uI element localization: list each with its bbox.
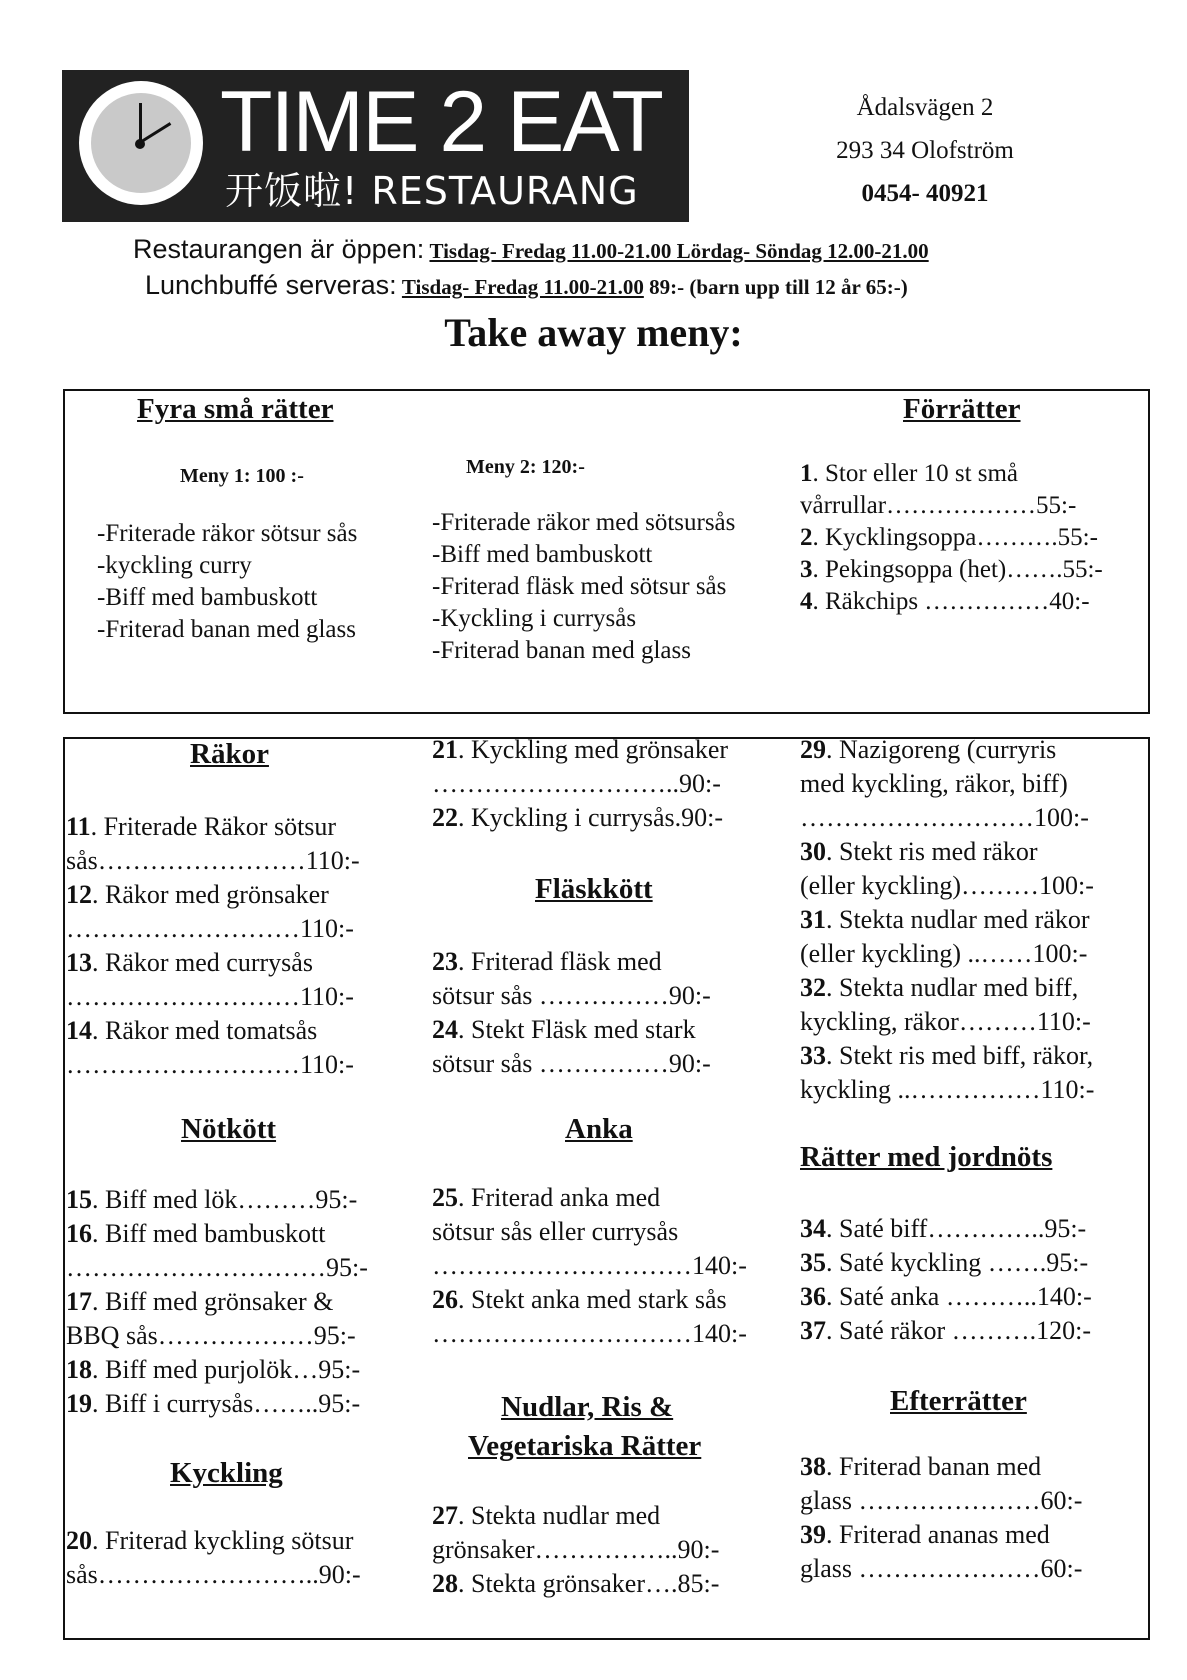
menu-item-number: 2 [800, 524, 813, 551]
address-city: 293 34 Olofström [836, 137, 1014, 164]
menu-line: -Friterad fläsk med sötsur sås [432, 573, 727, 600]
menu-item-number: 19 [66, 1389, 92, 1418]
menu-item-text: . Räkor med currysås [92, 948, 313, 977]
menu-item [66, 810, 411, 878]
menu-item-line [66, 1048, 411, 1082]
menu-item-line [66, 946, 411, 980]
menu-item-line [800, 767, 1145, 801]
menu-item-line [800, 801, 1145, 835]
menu-item-text: sås……………………110:- [66, 846, 360, 875]
menu-item-line [800, 835, 1145, 869]
menu-item-number: 12 [66, 880, 92, 909]
menu-item [66, 1014, 411, 1082]
phone-number: 0454- 40921 [861, 180, 989, 207]
menu-item-line [432, 1047, 777, 1081]
menu-item-line [432, 979, 777, 1013]
menu-item-text: sötsur sås eller currysås [432, 1217, 679, 1246]
menu-item-line [800, 522, 1145, 554]
menu-item [432, 1181, 777, 1283]
menu-item-number: 1 [800, 460, 813, 487]
menu-item-text: . Friterad ananas med [826, 1520, 1050, 1549]
menu-item [66, 1183, 411, 1217]
menu-item-line [800, 1518, 1145, 1552]
menu-item-number: 33 [800, 1041, 826, 1070]
menu-item-text: . Friterad kyckling sötsur [92, 1526, 354, 1555]
menu-item [800, 1212, 1145, 1246]
kyckling-heading: Kyckling [170, 1457, 283, 1489]
menu-item-line [66, 810, 411, 844]
menu-item [66, 1524, 411, 1592]
starters-list [800, 458, 1145, 618]
menu-item-number: 34 [800, 1214, 826, 1243]
menu-item-text: …………………………140:- [432, 1319, 747, 1348]
menu-item-text: sötsur sås ……………90:- [432, 1049, 711, 1078]
restaurant-logo [62, 70, 689, 222]
menu-item-number: 25 [432, 1183, 458, 1212]
menu-item [432, 1013, 777, 1081]
menu-item-line [432, 1567, 777, 1601]
menu-item [800, 1450, 1145, 1518]
menu-item [66, 946, 411, 1014]
lunch-hours [145, 270, 908, 301]
menu-item-text: . Kycklingsoppa……….55:- [812, 524, 1098, 551]
menu-item-number: 16 [66, 1219, 92, 1248]
menu-item-line [800, 1280, 1145, 1314]
menu-item-text: ………………………100:- [800, 803, 1089, 832]
menu-item-line [66, 980, 411, 1014]
menu-item-text: . Saté räkor ……….120:- [826, 1316, 1092, 1345]
menu-item-number: 11 [66, 812, 91, 841]
menu-item-text: . Stekt ris med biff, räkor, [826, 1041, 1094, 1070]
menu-item [800, 458, 1145, 522]
menu-item [800, 1280, 1145, 1314]
menu-line: -Friterad banan med glass [432, 637, 691, 664]
menu-item [800, 1039, 1145, 1107]
flaskkott-list [432, 945, 777, 1081]
menu-item-line [66, 1183, 411, 1217]
lunch-hours-value: Tisdag- Fredag 11.00-21.00 [401, 275, 644, 299]
clock-icon [79, 81, 203, 205]
menu-item [432, 1567, 777, 1601]
menu-item [66, 1285, 411, 1353]
lunch-hours-label: Lunchbuffé serveras: [145, 270, 397, 300]
menu-item-line [432, 1249, 777, 1283]
menu-item-number: 31 [800, 905, 826, 934]
menu-item-text: . Friterad anka med [458, 1183, 661, 1212]
menu-item [66, 1353, 411, 1387]
address-block [800, 86, 1050, 215]
menu-item-line [800, 1552, 1145, 1586]
logo-subtitle: 开饭啦! RESTAURANG [225, 169, 639, 213]
menu-item-text: . Stekt ris med räkor [826, 837, 1038, 866]
menu-item-text: kyckling ..……………110:- [800, 1075, 1095, 1104]
menu-item-line [432, 801, 777, 835]
menu-item-number: 23 [432, 947, 458, 976]
menu-item-number: 13 [66, 948, 92, 977]
opening-hours [133, 234, 929, 265]
menu-item-text: . Biff med purjolök…95:- [92, 1355, 361, 1384]
menu-item-line [432, 1533, 777, 1567]
starters-heading: Förrätter [903, 393, 1021, 425]
menu-item-text: . Friterade Räkor sötsur [90, 812, 337, 841]
menu-line: -Friterade räkor med sötsursås [432, 509, 736, 536]
menu2-label: Meny 2: 120:- [466, 456, 585, 478]
menu-item-text: grönsaker……………..90:- [432, 1535, 720, 1564]
nudlar-list [432, 1499, 777, 1601]
menu-item-line [800, 1005, 1145, 1039]
menu-item-line [66, 878, 411, 912]
menu-line: -Biff med bambuskott [432, 541, 653, 568]
menu-item-line [800, 937, 1145, 971]
menu-item-text: (eller kyckling) ..……100:- [800, 939, 1088, 968]
menu-item-text: . Stekta nudlar med [458, 1501, 661, 1530]
menu-item-text: . Biff med bambuskott [92, 1219, 326, 1248]
logo-title: TIME 2 EAT [220, 74, 662, 170]
menu-item-text: . Biff i currysås……..95:- [92, 1389, 361, 1418]
menu-line: -kyckling curry [97, 552, 252, 579]
menu-item-line [432, 1013, 777, 1047]
nudlar-heading-line1: Nudlar, Ris & [501, 1391, 674, 1423]
menu-item [66, 1387, 411, 1421]
flaskkott-heading: Fläskkött [535, 873, 653, 905]
menu-item-line [800, 1212, 1145, 1246]
menu-item-text: …………………………140:- [432, 1251, 747, 1280]
rakor-list [66, 810, 411, 1082]
menu-item-text: . Stekta grönsaker….85:- [458, 1569, 720, 1598]
menu-item-line [800, 1484, 1145, 1518]
ris-list [800, 733, 1145, 1107]
menu-item-text: glass …………………60:- [800, 1486, 1083, 1515]
menu-item-number: 32 [800, 973, 826, 1002]
menu-item-line [800, 490, 1145, 522]
menu-item-number: 39 [800, 1520, 826, 1549]
menu-item-number: 4 [800, 588, 813, 615]
menu-line: -Friterade räkor sötsur sås [97, 520, 358, 547]
menu-item-number: 29 [800, 735, 826, 764]
menu-item-text: . Räkor med tomatsås [92, 1016, 318, 1045]
opening-hours-label: Restaurangen är öppen: [133, 234, 425, 264]
menu-item-line [800, 586, 1145, 618]
menu-item [800, 522, 1145, 554]
menu-item-line [66, 1217, 411, 1251]
anka-heading: Anka [565, 1113, 633, 1145]
menu-item-number: 17 [66, 1287, 92, 1316]
menu-item-line [800, 1039, 1145, 1073]
page-title: Take away meny: [444, 310, 743, 355]
menu-item-text: . Biff med lök………95:- [92, 1185, 358, 1214]
menu-item [432, 1283, 777, 1351]
menu-item-line [800, 1073, 1145, 1107]
menu-line: -Kyckling i currysås [432, 605, 637, 632]
menu-item-line [800, 554, 1145, 586]
menu-item-number: 18 [66, 1355, 92, 1384]
menu-item-line [66, 1014, 411, 1048]
nudlar-heading-line2: Vegetariska Rätter [468, 1430, 702, 1462]
menu-item-line [66, 844, 411, 878]
menu-item-text: sötsur sås ……………90:- [432, 981, 711, 1010]
menu-item-number: 14 [66, 1016, 92, 1045]
menu-item-text: . Nazigoreng (curryris [826, 735, 1057, 764]
menu-item-text: BBQ sås………………95:- [66, 1321, 356, 1350]
rakor-heading: Räkor [190, 738, 269, 770]
menu-item-text: vårrullar………………55:- [800, 492, 1077, 519]
menu-item-number: 26 [432, 1285, 458, 1314]
menu-item-text: glass …………………60:- [800, 1554, 1083, 1583]
menu-item-text: . Saté anka ………..140:- [826, 1282, 1092, 1311]
menu-item [432, 1499, 777, 1567]
menu-item-number: 22 [432, 803, 458, 832]
menu-item-text: . Stor eller 10 st små [812, 460, 1019, 487]
menu-item-text: . Pekingsoppa (het)…….55:- [812, 556, 1103, 583]
menu-item [432, 733, 777, 801]
kyckling-cont-list [432, 733, 777, 835]
menu-line: -Biff med bambuskott [97, 584, 318, 611]
menu-item-text: . Stekta nudlar med räkor [826, 905, 1090, 934]
menu-item [66, 1217, 411, 1285]
menu-item [800, 835, 1145, 903]
menu-item [800, 586, 1145, 618]
menu-item-text: ………………………110:- [66, 982, 354, 1011]
menu-item-text: . Stekta nudlar med biff, [826, 973, 1079, 1002]
kyckling-list [66, 1524, 411, 1592]
menu-item-number: 24 [432, 1015, 458, 1044]
menu-item-number: 28 [432, 1569, 458, 1598]
menu-line: -Friterad banan med glass [97, 616, 356, 643]
menu-item-line [66, 1387, 411, 1421]
menu-item [800, 971, 1145, 1039]
menu-item [800, 903, 1145, 971]
menu-item-line [66, 1319, 411, 1353]
notkott-heading: Nötkött [181, 1113, 277, 1145]
menu-item-line [432, 1499, 777, 1533]
menu-item-text: med kyckling, räkor, biff) [800, 769, 1068, 798]
menu-item-text: . Saté biff…………..95:- [826, 1214, 1087, 1243]
menu-item-line [66, 1285, 411, 1319]
menu-item-line [800, 869, 1145, 903]
menu-item-line [800, 1314, 1145, 1348]
menu1-label: Meny 1: 100 :- [180, 465, 304, 487]
menu-item [432, 945, 777, 1013]
menu-item-text: …………………………95:- [66, 1253, 368, 1282]
efterratter-heading: Efterrätter [890, 1385, 1027, 1417]
efterratter-list [800, 1450, 1145, 1586]
menu-item-number: 37 [800, 1316, 826, 1345]
small-dishes-heading: Fyra små rätter [137, 393, 334, 425]
menu-item-line [66, 1251, 411, 1285]
menu-item-line [432, 1283, 777, 1317]
menu-item-text: ………………………..90:- [432, 769, 721, 798]
menu-item [432, 801, 777, 835]
menu-item-number: 36 [800, 1282, 826, 1311]
menu-item [800, 554, 1145, 586]
jordnots-list [800, 1212, 1145, 1348]
anka-list [432, 1181, 777, 1351]
menu-item-number: 30 [800, 837, 826, 866]
menu-item-number: 21 [432, 735, 458, 764]
menu-item-text: . Kyckling med grönsaker [458, 735, 729, 764]
menu-item-line [66, 912, 411, 946]
opening-hours-value: Tisdag- Fredag 11.00-21.00 Lördag- Söndag 12.00-21.00 [429, 239, 929, 263]
menu-item [800, 1314, 1145, 1348]
notkott-list [66, 1183, 411, 1421]
menu-item-text: . Stekt Fläsk med stark [458, 1015, 696, 1044]
menu-item-text: (eller kyckling)………100:- [800, 871, 1094, 900]
menu-item-line [432, 1181, 777, 1215]
menu-item-text: . Kyckling i currysås.90:- [458, 803, 724, 832]
menu-item-text: . Friterad banan med [826, 1452, 1042, 1481]
menu-item-text: . Räkor med grönsaker [92, 880, 329, 909]
menu-item-line [432, 733, 777, 767]
menu-item-text: kyckling, räkor………110:- [800, 1007, 1091, 1036]
menu-item-text: . Räkchips ……………40:- [812, 588, 1090, 615]
menu-item-text: sås……………………..90:- [66, 1560, 361, 1589]
menu-item-line [432, 945, 777, 979]
menu-item-text: . Biff med grönsaker & [92, 1287, 334, 1316]
menu-item-text: ………………………110:- [66, 914, 354, 943]
menu-item [800, 1246, 1145, 1280]
menu-item-number: 20 [66, 1526, 92, 1555]
lunch-price: 89:- (barn upp till 12 år 65:-) [643, 275, 908, 299]
menu-item-number: 27 [432, 1501, 458, 1530]
menu-item-number: 3 [800, 556, 813, 583]
menu-item [66, 878, 411, 946]
menu-item [800, 733, 1145, 835]
menu-item-line [432, 1317, 777, 1351]
menu2-items [432, 507, 735, 667]
menu1-items [97, 518, 357, 646]
menu-item-line [66, 1558, 411, 1592]
menu-item-line [800, 1450, 1145, 1484]
menu-item-line [432, 767, 777, 801]
menu-item-text: . Friterad fläsk med [458, 947, 662, 976]
menu-item-text: . Saté kyckling …….95:- [826, 1248, 1089, 1277]
menu-item-line [800, 458, 1145, 490]
menu-item-line [432, 1215, 777, 1249]
menu-item-number: 38 [800, 1452, 826, 1481]
menu-item-line [800, 971, 1145, 1005]
menu-item [800, 1518, 1145, 1586]
menu-item-line [800, 733, 1145, 767]
menu-item-number: 35 [800, 1248, 826, 1277]
jordnots-heading: Rätter med jordnöts [800, 1141, 1053, 1173]
menu-item-line [66, 1524, 411, 1558]
menu-item-text: ………………………110:- [66, 1050, 354, 1079]
menu-item-line [66, 1353, 411, 1387]
menu-item-number: 15 [66, 1185, 92, 1214]
menu-item-line [800, 1246, 1145, 1280]
menu-item-line [800, 903, 1145, 937]
menu-item-text: . Stekt anka med stark sås [458, 1285, 727, 1314]
address-street: Ådalsvägen 2 [856, 94, 994, 121]
